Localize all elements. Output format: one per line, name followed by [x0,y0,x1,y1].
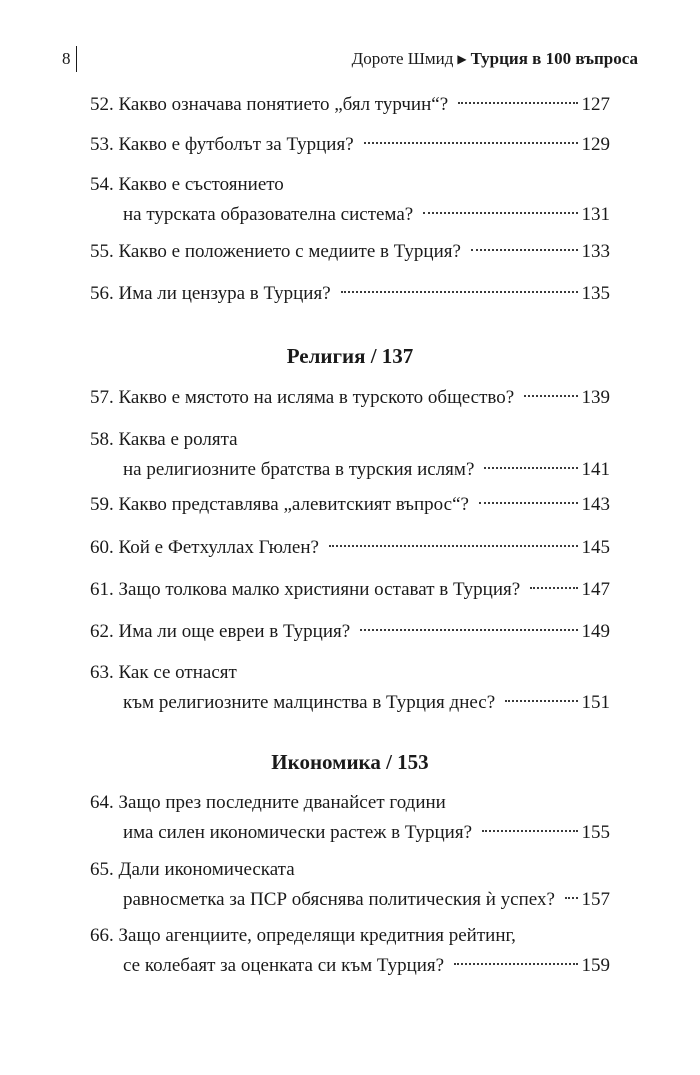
entry-number: 52. [90,94,114,115]
entry-number: 60. [90,537,114,558]
entry-page: 131 [581,204,610,225]
entry-number: 59. [90,494,114,515]
leader-dots [524,395,577,397]
entry-page: 157 [581,889,610,910]
entry-page: 149 [581,621,610,642]
entry-title: Има ли цензура в Турция? [118,283,331,304]
header-divider [76,46,77,72]
entry-title: Как се отнасят [118,662,237,683]
entry-page: 139 [581,387,610,408]
entry-title-continued: има силен икономически растеж в Турция? [123,822,473,843]
entry-title: Какво е мястото на исляма в турското общество? [118,387,515,408]
leader-dots [458,102,577,104]
entry-page: 159 [581,955,610,976]
toc-entry-56[interactable] [90,279,610,309]
book-title: Турция в 100 въпроса [470,49,638,68]
leader-dots [484,467,577,469]
entry-title: Какво представлява „алевитският въпрос“? [118,494,469,515]
entry-page: 151 [581,692,610,713]
entry-page: 135 [581,283,610,304]
toc-entry-63[interactable] [90,658,610,718]
entry-page: 127 [581,94,610,115]
leader-dots [329,545,578,547]
entry-title-continued: се колебаят за оценката си към Турция? [123,955,445,976]
entry-title-continued: равносметка за ПСР обяснява политическия ѝ успех? [123,889,555,910]
entry-number: 55. [90,241,114,262]
leader-dots [341,291,578,293]
leader-dots [530,587,577,589]
running-title [352,49,638,69]
entry-title: Защо през последните дванайсет години [118,792,446,813]
entry-number: 66. [90,925,114,946]
entry-number: 54. [90,174,114,195]
entry-title: Какво е състоянието [118,174,284,195]
toc-entry-59[interactable] [90,490,610,520]
entry-title-continued: към религиозните малцинства в Турция днес? [123,692,496,713]
toc-entry-66[interactable] [90,921,610,981]
toc-entry-62[interactable] [90,617,610,647]
toc-entry-52[interactable] [90,90,610,120]
entry-title: Има ли още евреи в Турция? [118,621,351,642]
entry-number: 53. [90,134,114,155]
entry-title-continued: на турската образователна система? [123,204,414,225]
leader-dots [454,963,577,965]
entry-title: Кой е Фетхуллах Гюлен? [118,537,319,558]
entry-page: 129 [581,134,610,155]
leader-dots [565,897,578,899]
toc-entry-58[interactable] [90,425,610,485]
entry-title: Какво означава понятието „бял турчин“? [118,94,449,115]
entry-page: 145 [581,537,610,558]
entry-title: Какво е футболът за Турция? [118,134,354,155]
entry-page: 141 [581,459,610,480]
entry-number: 64. [90,792,114,813]
entry-number: 62. [90,621,114,642]
leader-dots [471,249,578,251]
leader-dots [482,830,577,832]
toc-entry-55[interactable] [90,237,610,267]
entry-title: Каква е ролята [118,429,238,450]
entry-page: 143 [581,494,610,515]
entry-title-continued: на религиозните братства в турския ислям? [123,459,475,480]
entry-number: 61. [90,579,114,600]
entry-title: Какво е положението с медиите в Турция? [118,241,461,262]
entry-number: 58. [90,429,114,450]
toc-entry-54[interactable] [90,170,610,230]
page-number: 8 [62,49,71,68]
entry-page: 147 [581,579,610,600]
toc-entry-60[interactable] [90,533,610,563]
entry-number: 63. [90,662,114,683]
section-heading-religion: Религия / 137 [286,344,414,368]
leader-dots [479,502,578,504]
entry-number: 56. [90,283,114,304]
leader-dots [505,700,577,702]
leader-dots [364,142,578,144]
entry-page: 155 [581,822,610,843]
entry-number: 57. [90,387,114,408]
entry-page: 133 [581,241,610,262]
toc-entry-61[interactable] [90,575,610,605]
entry-title: Защо агенциите, определящи кредитния рейтинг, [118,925,516,946]
toc-entry-65[interactable] [90,855,610,915]
leader-dots [360,629,577,631]
author-name: Дороте Шмид [351,49,454,68]
leader-dots [423,212,577,214]
entry-number: 65. [90,859,114,880]
triangle-arrow-icon: ▶ [457,52,467,66]
entry-title: Дали икономическата [118,859,295,880]
toc-entry-57[interactable] [90,383,610,413]
toc-entry-53[interactable] [90,130,610,160]
entry-title: Защо толкова малко християни остават в Турция? [118,579,521,600]
running-header [62,46,638,74]
toc-entry-64[interactable] [90,788,610,848]
section-heading-economy: Икономика / 153 [271,750,429,774]
